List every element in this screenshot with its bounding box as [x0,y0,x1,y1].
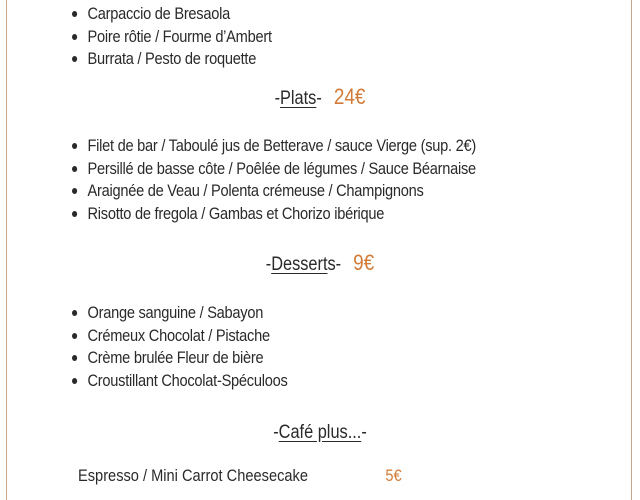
bullet-icon [72,11,77,17]
desserts-heading [45,250,595,276]
entree-item: Carpaccio de Bresaola [87,4,230,23]
plat-item: Araignée de Veau / Polenta crémeuse / Champignons [87,181,424,200]
cafe-item-partial [78,466,402,486]
list-item [72,26,272,49]
plats-heading [45,84,595,110]
heading-dash: - [335,254,342,275]
list-item [72,180,476,203]
list-item [72,158,476,181]
bullet-icon [72,143,77,149]
cafe-heading [45,422,595,444]
desserts-list [72,302,323,392]
list-item [72,3,272,26]
plat-item: Risotto de fregola / Gambas et Chorizo ibérique [87,203,385,223]
bullet-icon [72,211,77,217]
entree-item: Burrata / Pesto de roquette [87,49,257,68]
dessert-item: Crémeux Chocolat / Pistache [87,325,270,345]
bullet-icon [72,166,77,172]
bullet-icon [72,56,77,62]
entree-item: Poire rôtie / Fourme d’Ambert [87,26,272,46]
bullet-icon [72,378,77,384]
list-item [72,302,288,325]
heading-dash: - [274,88,281,109]
dessert-item: Crème brulée Fleur de bière [87,348,264,367]
heading-dash: - [265,254,272,275]
heading-dash: - [316,88,322,109]
plat-item: Persillé de basse côte / Poêlée de légumes / Sauce Béarnaise [87,158,476,178]
cafe-item: Espresso / Mini Carrot Cheesecake [78,466,308,485]
plats-title: Plats [280,88,317,109]
plats-price: 24€ [333,84,366,109]
heading-dash: - [361,422,367,443]
list-item [72,135,476,158]
list-item [72,48,272,71]
list-item [72,203,476,226]
bullet-icon [72,188,77,194]
desserts-title-tail: s [327,254,336,275]
heading-dash: - [273,422,279,443]
list-item [72,325,288,348]
list-item [72,347,288,370]
bullet-icon [72,355,77,361]
cafe-price: 5€ [385,466,402,485]
plats-list [72,135,542,225]
cafe-title: Café plus... [278,422,362,443]
dessert-item: Orange sanguine / Sabayon [87,303,264,322]
dessert-item: Croustillant Chocolat-Spéculoos [87,370,288,390]
desserts-price: 9€ [353,250,375,275]
desserts-title: Dessert [271,254,328,275]
bullet-icon [72,333,77,339]
plat-item: Filet de bar / Taboulé jus de Betterave / sauce Vierge (sup. 2€) [87,136,476,155]
bullet-icon [72,310,77,316]
entrees-list [72,3,304,71]
bullet-icon [72,34,77,40]
list-item [72,370,288,393]
